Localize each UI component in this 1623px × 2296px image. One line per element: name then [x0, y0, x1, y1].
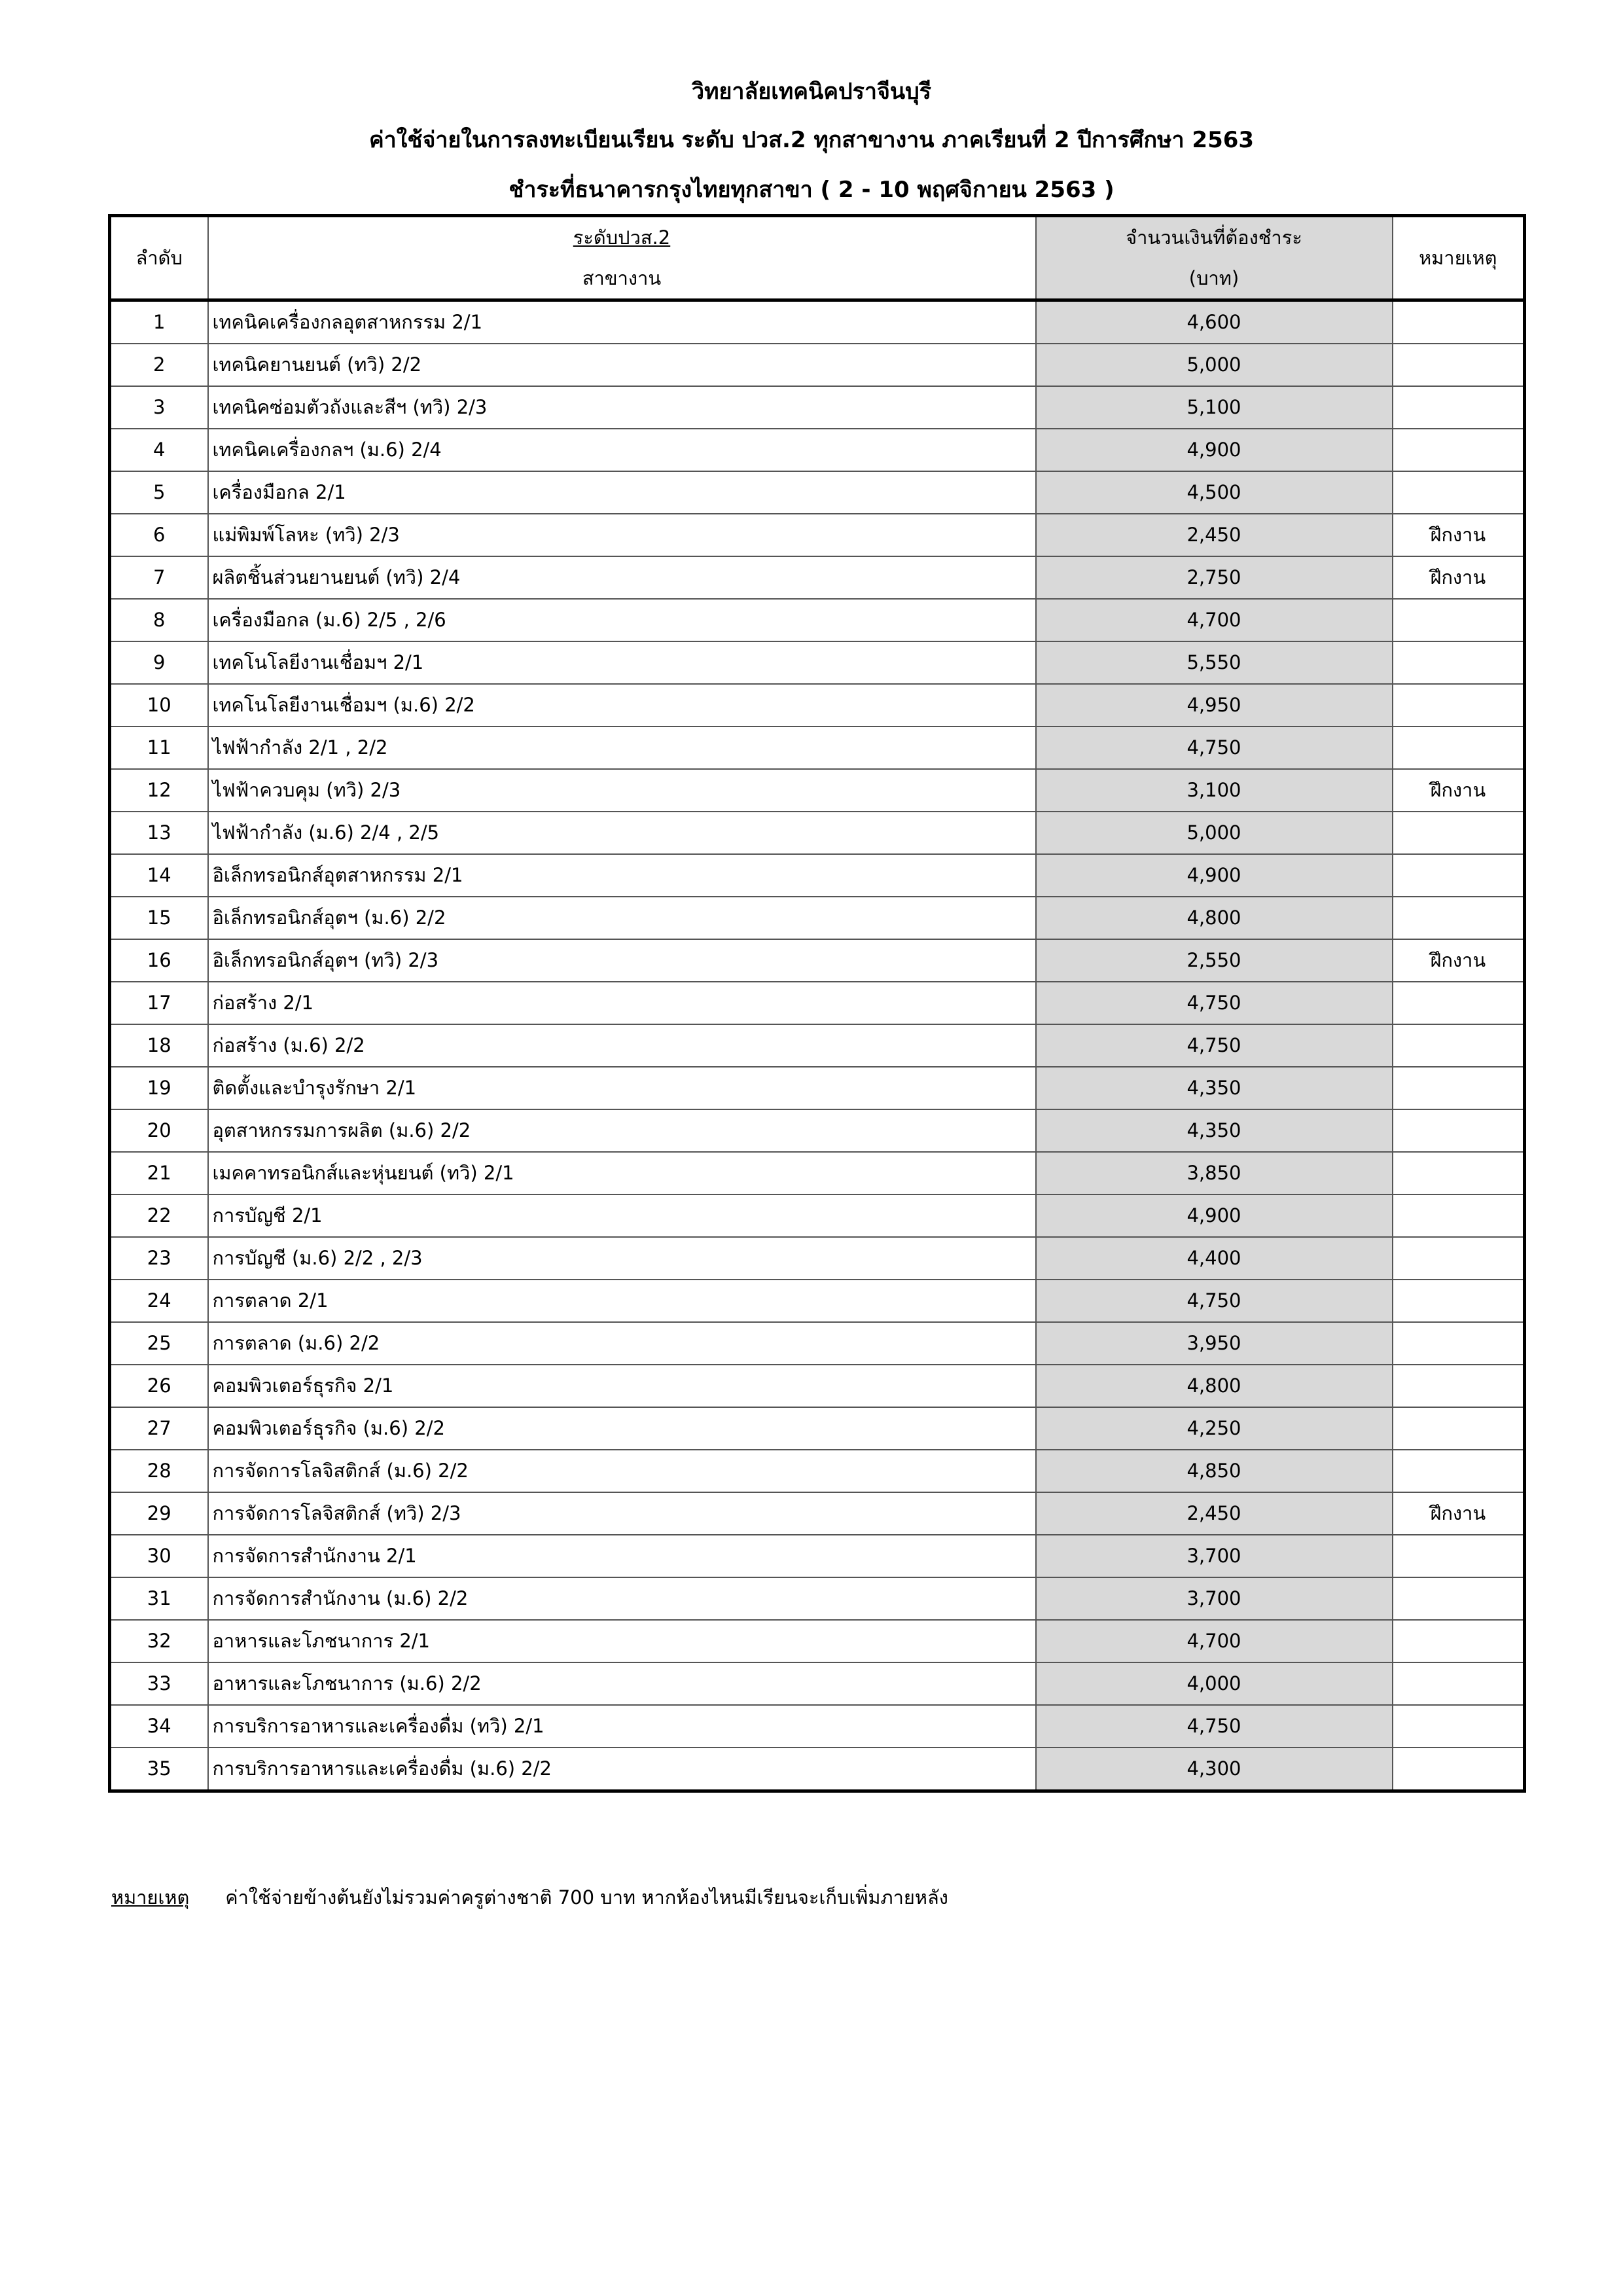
row-note: [1393, 300, 1525, 344]
row-note: [1393, 1662, 1525, 1705]
table-row: [110, 599, 1525, 641]
table-row: [110, 641, 1525, 684]
column-header-amount-unit: (บาท): [1188, 267, 1240, 289]
table-row: [110, 1194, 1525, 1237]
row-note: [1393, 1748, 1525, 1791]
row-amount: 4,400: [1036, 1237, 1393, 1280]
footnote-text: ค่าใช้จ่ายข้างต้นยังไม่รวมค่าครูต่างชาติ 700 บาท หากห้องไหนมีเรียนจะเก็บเพิ่มภายหลัง: [225, 1886, 948, 1909]
payment-info: ชำระที่ธนาคารกรุงไทยทุกสาขา ( 2 - 10 พฤศจิกายน 2563 ): [508, 177, 1115, 203]
row-index: 29: [110, 1492, 208, 1535]
row-note: ฝึกงาน: [1393, 556, 1525, 599]
row-index: 31: [110, 1577, 208, 1620]
row-index: 26: [110, 1365, 208, 1407]
row-amount: 4,600: [1036, 300, 1393, 344]
table-row: [110, 471, 1525, 514]
row-index: 18: [110, 1024, 208, 1067]
row-program: ก่อสร้าง (ม.6) 2/2: [208, 1024, 1036, 1067]
row-program: การจัดการสำนักงาน (ม.6) 2/2: [208, 1577, 1036, 1620]
row-note: ฝึกงาน: [1393, 1492, 1525, 1535]
table-row: [110, 1322, 1525, 1365]
row-note: [1393, 1280, 1525, 1322]
row-program: การบัญชี (ม.6) 2/2 , 2/3: [208, 1237, 1036, 1280]
row-amount: 4,750: [1036, 726, 1393, 769]
row-amount: 4,800: [1036, 1365, 1393, 1407]
row-amount: 4,750: [1036, 1024, 1393, 1067]
row-amount: 4,750: [1036, 982, 1393, 1024]
row-index: 11: [110, 726, 208, 769]
table-row: [110, 684, 1525, 726]
row-note: [1393, 1024, 1525, 1067]
column-header-amount: [1036, 216, 1393, 300]
table-row: [110, 1748, 1525, 1791]
row-index: 20: [110, 1109, 208, 1152]
table-row: [110, 386, 1525, 429]
row-index: 17: [110, 982, 208, 1024]
footnote-label: หมายเหตุ: [111, 1886, 190, 1909]
table-row: [110, 982, 1525, 1024]
table-row: [110, 1407, 1525, 1450]
row-amount: 4,900: [1036, 854, 1393, 897]
table-row: [110, 300, 1525, 344]
row-program: เครื่องมือกล 2/1: [208, 471, 1036, 514]
row-note: [1393, 1450, 1525, 1492]
row-program: อุตสาหกรรมการผลิต (ม.6) 2/2: [208, 1109, 1036, 1152]
table-row: [110, 769, 1525, 812]
row-amount: 4,250: [1036, 1407, 1393, 1450]
row-amount: 2,450: [1036, 514, 1393, 556]
table-row: [110, 1152, 1525, 1194]
college-name: วิทยาลัยเทคนิคปราจีนบุรี: [692, 79, 931, 105]
row-amount: 5,550: [1036, 641, 1393, 684]
fee-table-header: [110, 216, 1525, 300]
column-header-program-label: สาขางาน: [582, 267, 662, 289]
row-program: เทคนิคเครื่องกลอุตสาหกรรม 2/1: [208, 300, 1036, 344]
row-index: 23: [110, 1237, 208, 1280]
row-note: [1393, 726, 1525, 769]
table-row: [110, 726, 1525, 769]
fee-table-body: [110, 300, 1525, 1791]
row-program: ผลิตชิ้นส่วนยานยนต์ (ทวิ) 2/4: [208, 556, 1036, 599]
row-note: [1393, 812, 1525, 854]
row-program: อาหารและโภชนาการ (ม.6) 2/2: [208, 1662, 1036, 1705]
row-amount: 4,950: [1036, 684, 1393, 726]
row-amount: 2,750: [1036, 556, 1393, 599]
row-program: เทคนิคยานยนต์ (ทวิ) 2/2: [208, 344, 1036, 386]
row-program: การตลาด (ม.6) 2/2: [208, 1322, 1036, 1365]
row-amount: 3,850: [1036, 1152, 1393, 1194]
row-program: เทคนิคเครื่องกลฯ (ม.6) 2/4: [208, 429, 1036, 471]
row-amount: 4,700: [1036, 599, 1393, 641]
row-note: [1393, 1365, 1525, 1407]
row-index: 32: [110, 1620, 208, 1662]
row-index: 22: [110, 1194, 208, 1237]
row-index: 5: [110, 471, 208, 514]
row-note: ฝึกงาน: [1393, 514, 1525, 556]
row-amount: 4,900: [1036, 1194, 1393, 1237]
table-row: [110, 897, 1525, 939]
table-row: [110, 1450, 1525, 1492]
row-amount: 5,000: [1036, 812, 1393, 854]
table-row: [110, 939, 1525, 982]
table-row: [110, 514, 1525, 556]
row-program: ไฟฟ้ากำลัง (ม.6) 2/4 , 2/5: [208, 812, 1036, 854]
row-amount: 3,700: [1036, 1577, 1393, 1620]
row-index: 27: [110, 1407, 208, 1450]
row-index: 9: [110, 641, 208, 684]
table-row: [110, 1067, 1525, 1109]
row-note: [1393, 982, 1525, 1024]
row-program: คอมพิวเตอร์ธุรกิจ (ม.6) 2/2: [208, 1407, 1036, 1450]
table-row: [110, 1280, 1525, 1322]
row-amount: 4,800: [1036, 897, 1393, 939]
row-note: [1393, 386, 1525, 429]
row-index: 33: [110, 1662, 208, 1705]
row-program: การบัญชี 2/1: [208, 1194, 1036, 1237]
row-index: 24: [110, 1280, 208, 1322]
row-note: [1393, 471, 1525, 514]
column-header-program-level: ระดับปวส.2: [573, 226, 671, 249]
table-row: [110, 1024, 1525, 1067]
row-program: การจัดการโลจิสติกส์ (ทวิ) 2/3: [208, 1492, 1036, 1535]
row-note: ฝึกงาน: [1393, 939, 1525, 982]
row-amount: 4,350: [1036, 1109, 1393, 1152]
row-program: ติดตั้งและบำรุงรักษา 2/1: [208, 1067, 1036, 1109]
row-program: อิเล็กทรอนิกส์อุตฯ (ม.6) 2/2: [208, 897, 1036, 939]
row-program: ก่อสร้าง 2/1: [208, 982, 1036, 1024]
fee-table: [108, 214, 1526, 1793]
table-row: [110, 1237, 1525, 1280]
row-index: 15: [110, 897, 208, 939]
row-index: 2: [110, 344, 208, 386]
row-amount: 4,900: [1036, 429, 1393, 471]
row-program: อิเล็กทรอนิกส์อุตสาหกรรม 2/1: [208, 854, 1036, 897]
row-index: 3: [110, 386, 208, 429]
row-note: [1393, 1577, 1525, 1620]
table-row: [110, 812, 1525, 854]
row-index: 19: [110, 1067, 208, 1109]
row-note: [1393, 1194, 1525, 1237]
row-program: อาหารและโภชนาการ 2/1: [208, 1620, 1036, 1662]
document-title: ค่าใช้จ่ายในการลงทะเบียนเรียน ระดับ ปวส.2 ทุกสาขางาน ภาคเรียนที่ 2 ปีการศึกษา 2563: [368, 127, 1255, 153]
row-index: 10: [110, 684, 208, 726]
table-row: [110, 556, 1525, 599]
table-row: [110, 1577, 1525, 1620]
row-program: แม่พิมพ์โลหะ (ทวิ) 2/3: [208, 514, 1036, 556]
row-index: 21: [110, 1152, 208, 1194]
column-header-note: หมายเหตุ: [1393, 216, 1525, 300]
row-index: 25: [110, 1322, 208, 1365]
table-row: [110, 429, 1525, 471]
row-amount: 5,000: [1036, 344, 1393, 386]
row-amount: 4,000: [1036, 1662, 1393, 1705]
row-note: [1393, 897, 1525, 939]
table-row: [110, 1492, 1525, 1535]
row-index: 4: [110, 429, 208, 471]
row-index: 34: [110, 1705, 208, 1748]
row-note: [1393, 1407, 1525, 1450]
row-program: การจัดการโลจิสติกส์ (ม.6) 2/2: [208, 1450, 1036, 1492]
row-index: 16: [110, 939, 208, 982]
table-row: [110, 1620, 1525, 1662]
row-note: [1393, 599, 1525, 641]
row-index: 30: [110, 1535, 208, 1577]
row-program: อิเล็กทรอนิกส์อุตฯ (ทวิ) 2/3: [208, 939, 1036, 982]
column-header-index: ลำดับ: [110, 216, 208, 300]
column-header-amount-label: จำนวนเงินที่ต้องชำระ: [1126, 226, 1302, 249]
row-program: การบริการอาหารและเครื่องดื่ม (ม.6) 2/2: [208, 1748, 1036, 1791]
row-amount: 3,100: [1036, 769, 1393, 812]
row-amount: 4,850: [1036, 1450, 1393, 1492]
footnote: [111, 1882, 948, 1912]
row-note: [1393, 1067, 1525, 1109]
row-note: [1393, 1620, 1525, 1662]
row-amount: 2,450: [1036, 1492, 1393, 1535]
row-amount: 4,750: [1036, 1280, 1393, 1322]
row-amount: 4,300: [1036, 1748, 1393, 1791]
row-index: 8: [110, 599, 208, 641]
column-header-program: [208, 216, 1036, 300]
row-program: คอมพิวเตอร์ธุรกิจ 2/1: [208, 1365, 1036, 1407]
row-program: เมคคาทรอนิกส์และหุ่นยนต์ (ทวิ) 2/1: [208, 1152, 1036, 1194]
row-program: การจัดการสำนักงาน 2/1: [208, 1535, 1036, 1577]
row-index: 14: [110, 854, 208, 897]
row-program: เทคโนโลยีงานเชื่อมฯ (ม.6) 2/2: [208, 684, 1036, 726]
row-index: 35: [110, 1748, 208, 1791]
row-amount: 3,700: [1036, 1535, 1393, 1577]
row-note: [1393, 429, 1525, 471]
row-note: ฝึกงาน: [1393, 769, 1525, 812]
row-note: [1393, 1237, 1525, 1280]
table-row: [110, 1662, 1525, 1705]
table-row: [110, 1535, 1525, 1577]
row-amount: 4,350: [1036, 1067, 1393, 1109]
row-program: ไฟฟ้าควบคุม (ทวิ) 2/3: [208, 769, 1036, 812]
row-amount: 4,500: [1036, 471, 1393, 514]
row-index: 12: [110, 769, 208, 812]
row-program: เครื่องมือกล (ม.6) 2/5 , 2/6: [208, 599, 1036, 641]
row-note: [1393, 1152, 1525, 1194]
row-index: 13: [110, 812, 208, 854]
row-index: 28: [110, 1450, 208, 1492]
row-program: เทคโนโลยีงานเชื่อมฯ 2/1: [208, 641, 1036, 684]
row-program: การบริการอาหารและเครื่องดื่ม (ทวิ) 2/1: [208, 1705, 1036, 1748]
row-program: ไฟฟ้ากำลัง 2/1 , 2/2: [208, 726, 1036, 769]
row-amount: 4,750: [1036, 1705, 1393, 1748]
row-program: เทคนิคซ่อมตัวถังและสีฯ (ทวิ) 2/3: [208, 386, 1036, 429]
row-note: [1393, 1535, 1525, 1577]
row-note: [1393, 854, 1525, 897]
row-note: [1393, 1322, 1525, 1365]
table-row: [110, 344, 1525, 386]
row-note: [1393, 1705, 1525, 1748]
row-note: [1393, 1109, 1525, 1152]
row-index: 6: [110, 514, 208, 556]
row-amount: 4,700: [1036, 1620, 1393, 1662]
row-index: 7: [110, 556, 208, 599]
row-note: [1393, 641, 1525, 684]
row-note: [1393, 344, 1525, 386]
row-amount: 3,950: [1036, 1322, 1393, 1365]
table-row: [110, 1109, 1525, 1152]
table-row: [110, 1705, 1525, 1748]
table-row: [110, 1365, 1525, 1407]
row-program: การตลาด 2/1: [208, 1280, 1036, 1322]
row-note: [1393, 684, 1525, 726]
row-amount: 5,100: [1036, 386, 1393, 429]
table-row: [110, 854, 1525, 897]
row-amount: 2,550: [1036, 939, 1393, 982]
row-index: 1: [110, 300, 208, 344]
